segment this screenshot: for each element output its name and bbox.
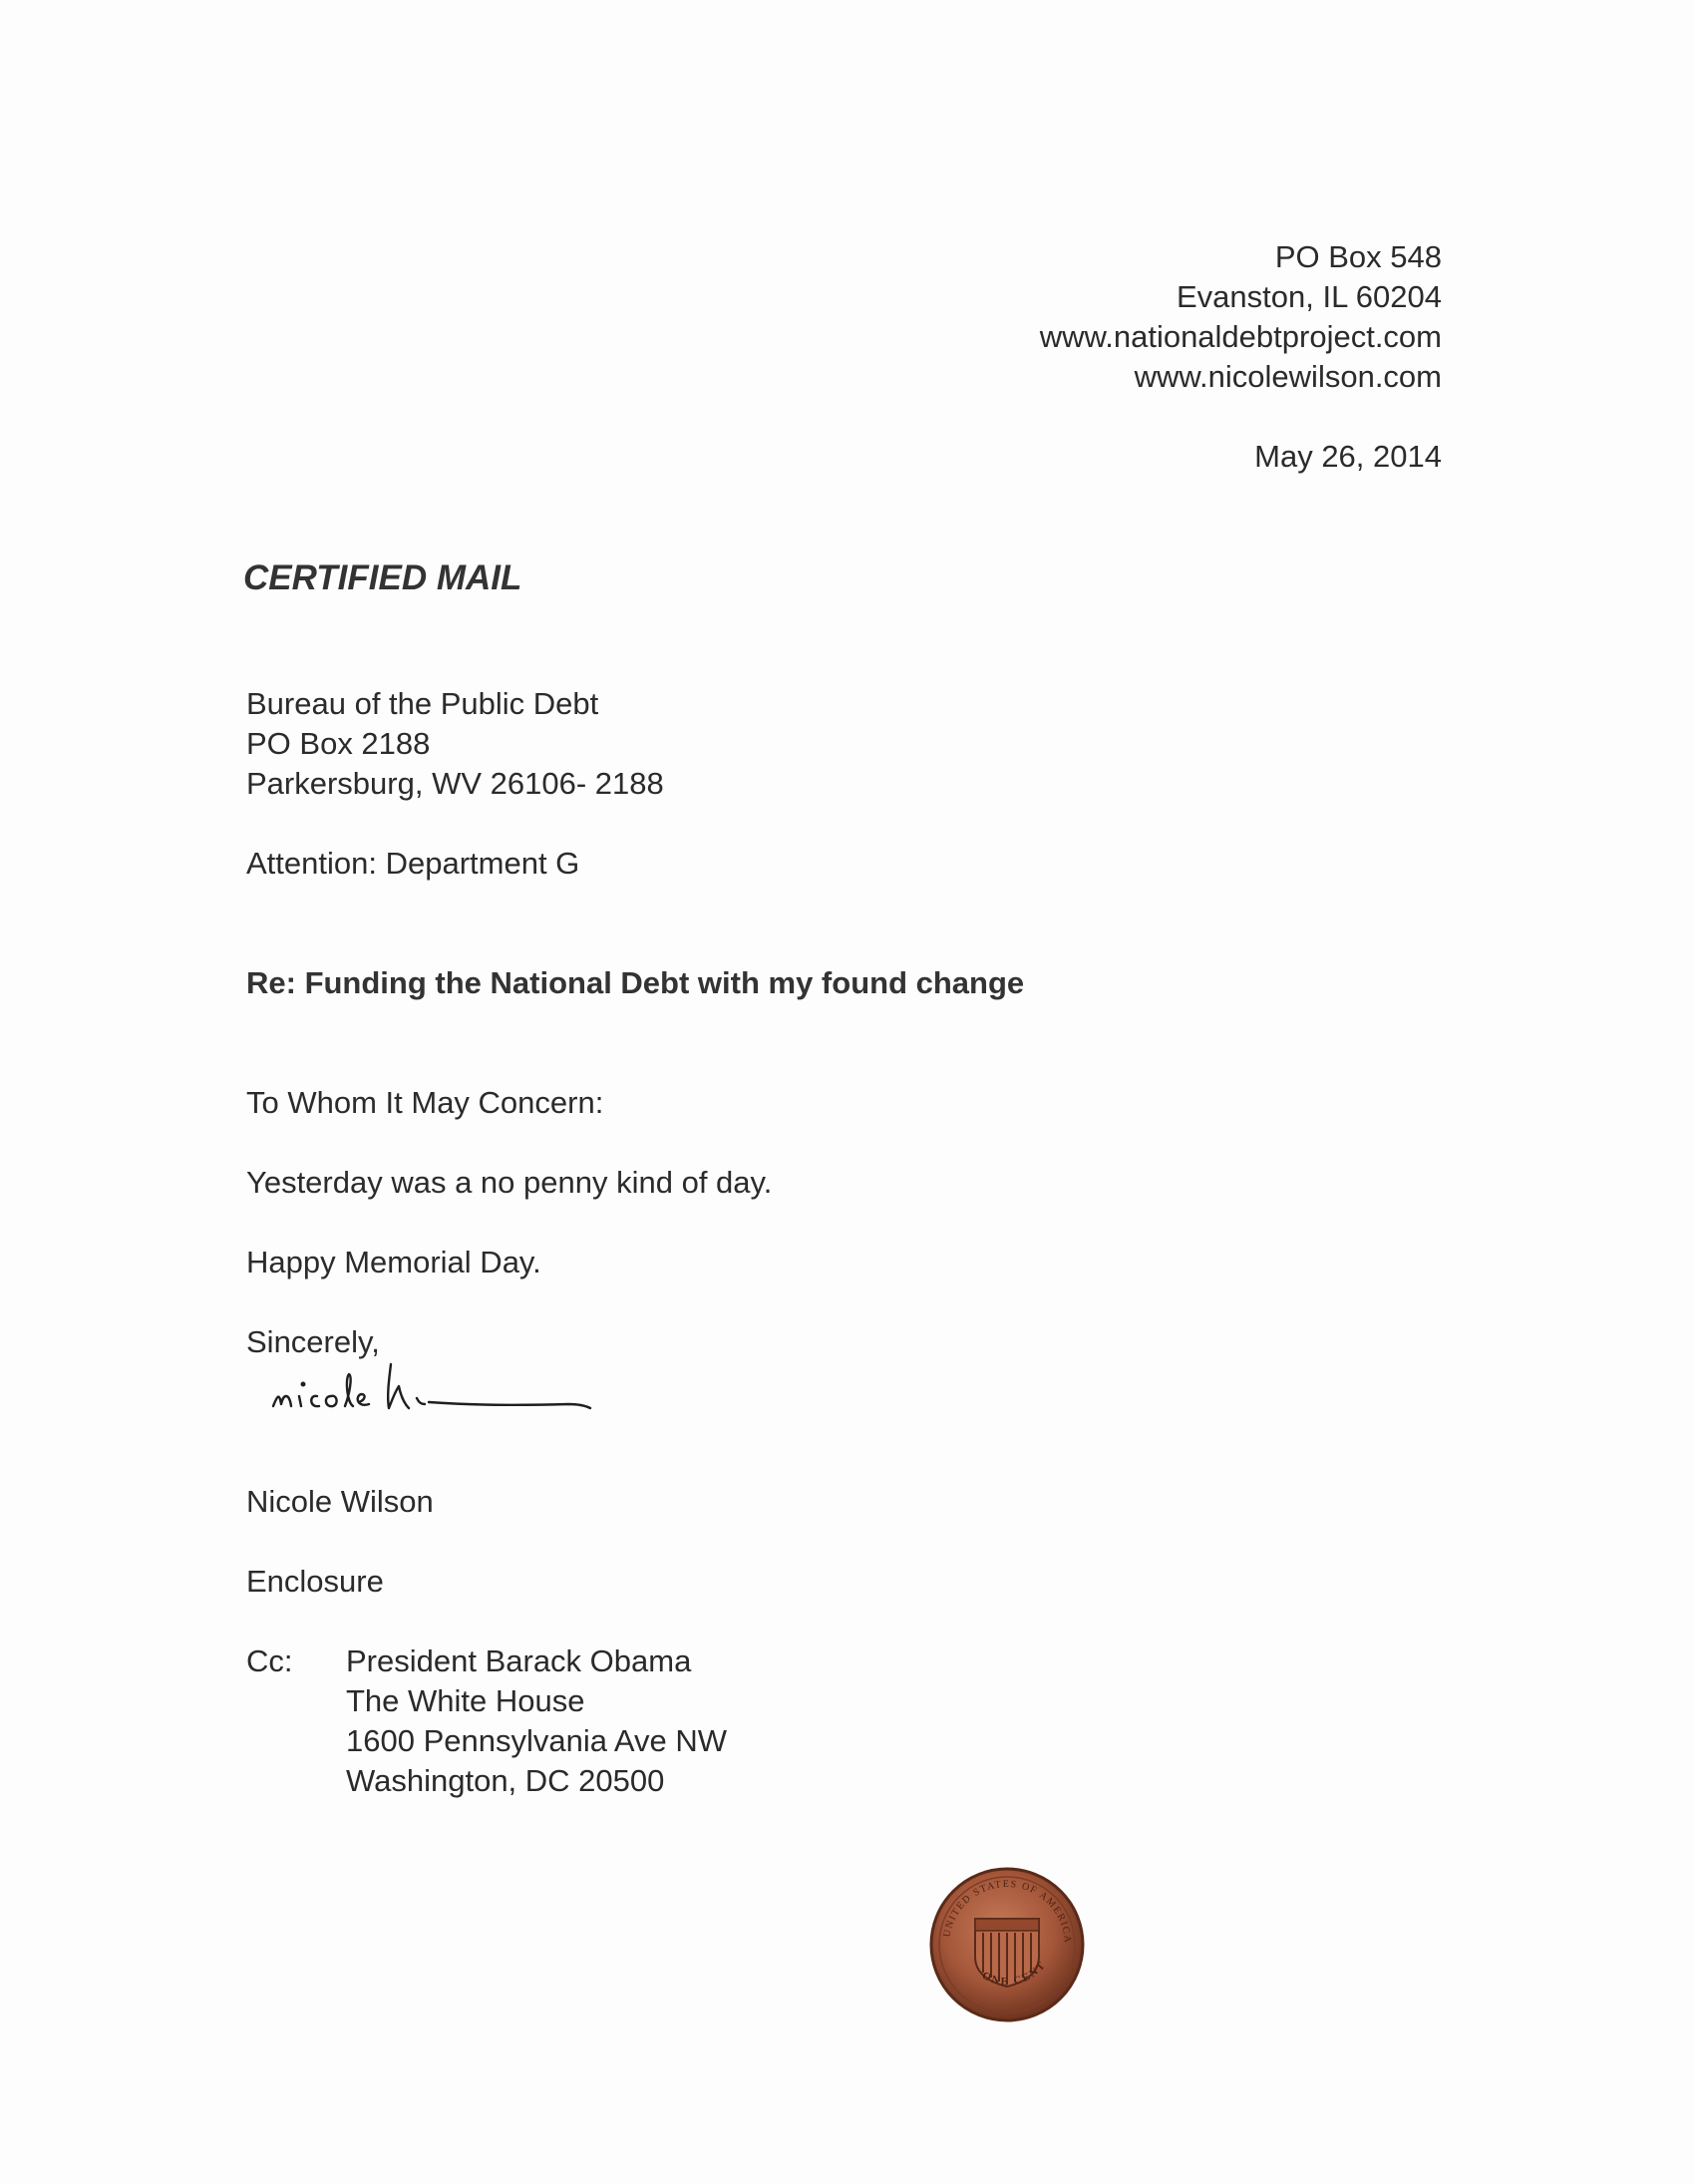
sender-po-box: PO Box 548	[1274, 239, 1442, 274]
sender-website-2: www.nicolewilson.com	[1134, 359, 1442, 394]
cc-line: President Barack Obama	[346, 1643, 692, 1678]
recipient-name: Bureau of the Public Debt	[246, 686, 599, 721]
sender-website-1: www.nationaldebtproject.com	[1039, 319, 1442, 354]
closing: Sincerely,	[246, 1324, 380, 1359]
cc-line: Washington, DC 20500	[346, 1763, 665, 1798]
enclosure-note: Enclosure	[246, 1564, 384, 1599]
salutation: To Whom It May Concern:	[246, 1085, 604, 1120]
cc-line: 1600 Pennsylvania Ave NW	[346, 1723, 727, 1758]
penny-top-text: UNITED STATES OF AMERICA	[941, 1878, 1074, 1945]
penny-coin-image	[927, 1865, 1087, 2024]
printed-name: Nicole Wilson	[246, 1484, 434, 1519]
recipient-po-box: PO Box 2188	[246, 726, 431, 761]
cc-line: The White House	[346, 1683, 585, 1718]
subject-line: Re: Funding the National Debt with my found change	[246, 965, 1025, 1000]
sender-city: Evanston, IL 60204	[1177, 279, 1442, 314]
certified-mail-label: CERTIFIED MAIL	[243, 558, 522, 597]
handwritten-signature	[269, 1356, 608, 1436]
letter-date: May 26, 2014	[1254, 439, 1442, 474]
recipient-city: Parkersburg, WV 26106- 2188	[246, 766, 664, 801]
body-paragraph-2: Happy Memorial Day.	[246, 1245, 541, 1279]
recipient-attention: Attention: Department G	[246, 846, 580, 881]
penny-denomination: ONE CENT	[979, 1958, 1049, 1989]
body-paragraph-1: Yesterday was a no penny kind of day.	[246, 1165, 773, 1200]
cc-label: Cc:	[246, 1643, 293, 1678]
